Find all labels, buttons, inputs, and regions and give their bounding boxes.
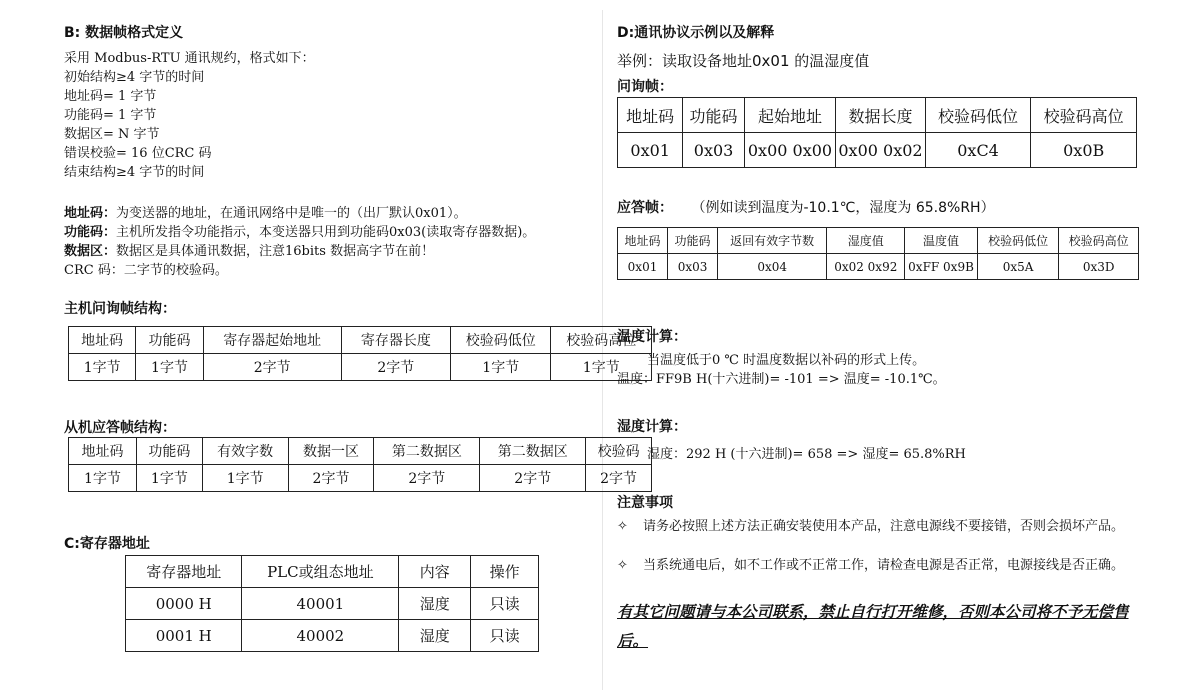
response-frame-title: 从机应答帧结构： — [64, 420, 176, 436]
table-cell: 1字节 — [551, 354, 652, 381]
table-cell: 40001 — [242, 588, 399, 620]
table-header-cell: PLC或组态地址 — [242, 556, 399, 588]
format-line: 地址码= 1 字节 — [64, 89, 157, 104]
format-line: 错误校验= 16 位CRC 码 — [64, 146, 212, 161]
table-header-cell: 第二数据区 — [374, 438, 480, 465]
definition-address — [64, 204, 467, 223]
table-header-cell: 寄存器地址 — [126, 556, 242, 588]
query-frame-title: 主机问询帧结构： — [64, 301, 176, 317]
table-cell: 0x02 0x92 — [827, 254, 905, 280]
table-header-cell: 温度值 — [905, 228, 978, 254]
table-cell: 只读 — [471, 588, 539, 620]
diamond-bullet-icon: ✧ — [617, 558, 628, 573]
humidity-title: 湿度计算： — [617, 419, 687, 435]
table-cell: 0x01 — [618, 133, 683, 168]
table-header-cell: 校验码高位 — [1059, 228, 1139, 254]
table-cell: 0000 H — [126, 588, 242, 620]
example-response-table — [617, 227, 1139, 280]
table-cell: 0xC4 — [925, 133, 1031, 168]
temperature-line: 当温度低于0 ℃ 时温度数据以补码的形式上传。 — [647, 353, 926, 368]
format-line: 初始结构≥4 字节的时间 — [64, 70, 205, 85]
table-header-cell: 起始地址 — [744, 98, 836, 133]
table-cell: 40002 — [242, 620, 399, 652]
section-b-title: B: 数据帧格式定义 — [64, 25, 184, 41]
table-row — [126, 588, 539, 620]
table-header-cell: 功能码 — [136, 327, 203, 354]
table-row — [126, 556, 539, 588]
table-cell: 0x0B — [1031, 133, 1137, 168]
table-row — [618, 228, 1139, 254]
table-cell: 1字节 — [136, 465, 202, 492]
notes-title: 注意事项 — [617, 495, 673, 511]
definition-text: 数据区是具体通讯数据，注意16bits 数据高字节在前！ — [116, 244, 435, 259]
definition-term: 地址码： — [64, 206, 117, 221]
table-header-cell: 地址码 — [618, 228, 668, 254]
format-line: 功能码= 1 字节 — [64, 108, 157, 123]
section-d-title: D:通讯协议示例以及解释 — [617, 25, 775, 41]
table-cell: 1字节 — [136, 354, 203, 381]
humidity-line: 湿度：292 H (十六进制)= 658 => 湿度= 65.8%RH — [647, 447, 966, 462]
table-header-cell: 地址码 — [69, 438, 137, 465]
format-line: 采用 Modbus-RTU 通讯规约，格式如下： — [64, 51, 315, 66]
table-cell: 0x04 — [718, 254, 827, 280]
table-row — [69, 465, 652, 492]
table-header-cell: 地址码 — [618, 98, 683, 133]
definition-data — [64, 242, 434, 261]
temperature-title: 温度计算： — [617, 329, 687, 345]
table-cell: 0x03 — [683, 133, 744, 168]
table-cell: 湿度 — [399, 588, 471, 620]
response-frame-note: （例如读到温度为-10.1℃，湿度为 65.8%RH） — [691, 200, 995, 216]
table-cell: 0x01 — [618, 254, 668, 280]
table-header-cell: 功能码 — [683, 98, 744, 133]
table-row — [618, 98, 1137, 133]
table-cell: 只读 — [471, 620, 539, 652]
table-cell: 2字节 — [586, 465, 652, 492]
table-header-cell: 校验码低位 — [977, 228, 1058, 254]
table-header-cell: 数据一区 — [288, 438, 374, 465]
table-cell: 2字节 — [480, 465, 586, 492]
table-cell: 0001 H — [126, 620, 242, 652]
table-header-cell: 寄存器长度 — [341, 327, 450, 354]
table-row — [618, 254, 1139, 280]
note-text: 请务必按照上述方法正确安装使用本产品，注意电源线不要接错，否则会损坏产品。 — [643, 519, 1125, 534]
note-text: 当系统通电后，如不工作或不正常工作，请检查电源是否正常，电源接线是否正确。 — [643, 558, 1125, 573]
table-cell: 1字节 — [451, 354, 551, 381]
query-frame-table — [68, 326, 652, 381]
table-header-cell: 校验码低位 — [451, 327, 551, 354]
table-cell: 0x03 — [668, 254, 718, 280]
table-cell: 1字节 — [69, 465, 137, 492]
definition-crc — [64, 261, 228, 280]
table-row — [69, 438, 652, 465]
response-frame-table — [68, 437, 652, 492]
temperature-line: 温度：FF9B H(十六进制)= -101 => 温度= -10.1℃。 — [617, 372, 946, 387]
table-cell: 湿度 — [399, 620, 471, 652]
table-cell: 0xFF 0x9B — [905, 254, 978, 280]
table-header-cell: 湿度值 — [827, 228, 905, 254]
table-header-cell: 操作 — [471, 556, 539, 588]
definition-term: 数据区： — [64, 244, 117, 259]
warning-text: 有其它问题请与本公司联系，禁止自行打开维修，否则本公司将不予无偿售后。 — [617, 603, 1129, 650]
table-cell: 0x3D — [1059, 254, 1139, 280]
table-header-cell: 校验码 — [586, 438, 652, 465]
note-item — [617, 517, 1158, 555]
query-frame-label: 问询帧： — [617, 79, 673, 95]
table-row — [126, 620, 539, 652]
table-header-cell: 有效字数 — [202, 438, 288, 465]
diamond-bullet-icon: ✧ — [617, 519, 628, 534]
table-row — [69, 354, 652, 381]
register-table — [125, 555, 539, 652]
table-cell: 2字节 — [288, 465, 374, 492]
table-header-cell: 地址码 — [69, 327, 136, 354]
definition-text: 主机所发指令功能指示，本变送器只用到功能码0x03(读取寄存器数据)。 — [116, 225, 536, 240]
table-row — [69, 327, 652, 354]
table-header-cell: 第二数据区 — [480, 438, 586, 465]
table-cell: 1字节 — [69, 354, 136, 381]
definition-function — [64, 223, 535, 242]
table-cell: 2字节 — [203, 354, 341, 381]
table-header-cell: 校验码低位 — [925, 98, 1031, 133]
table-cell: 1字节 — [202, 465, 288, 492]
table-header-cell: 校验码高位 — [551, 327, 652, 354]
table-header-cell: 寄存器起始地址 — [203, 327, 341, 354]
table-cell: 0x5A — [977, 254, 1058, 280]
table-header-cell: 内容 — [399, 556, 471, 588]
definition-text: 为变送器的地址，在通讯网络中是唯一的（出厂默认0x01）。 — [116, 206, 467, 221]
table-header-cell: 返回有效字节数 — [718, 228, 827, 254]
definition-term: 功能码： — [64, 225, 117, 240]
example-query-table — [617, 97, 1137, 168]
table-header-cell: 功能码 — [136, 438, 202, 465]
section-c-title: C:寄存器地址 — [64, 536, 150, 552]
definition-text: 二字节的校验码。 — [123, 263, 228, 278]
table-header-cell: 校验码高位 — [1031, 98, 1137, 133]
table-header-cell: 功能码 — [668, 228, 718, 254]
response-frame-label: 应答帧： — [617, 200, 673, 216]
table-cell: 0x00 0x00 — [744, 133, 836, 168]
response-frame-heading — [617, 199, 995, 218]
table-cell: 2字节 — [374, 465, 480, 492]
note-item — [617, 556, 1158, 594]
format-line: 结束结构≥4 字节的时间 — [64, 165, 205, 180]
table-cell: 0x00 0x02 — [836, 133, 926, 168]
table-header-cell: 数据长度 — [836, 98, 926, 133]
example-title: 举例：读取设备地址0x01 的温湿度值 — [617, 52, 870, 70]
table-cell: 2字节 — [341, 354, 450, 381]
format-line: 数据区= N 字节 — [64, 127, 160, 142]
table-row — [618, 133, 1137, 168]
definition-term: CRC 码： — [64, 263, 124, 278]
